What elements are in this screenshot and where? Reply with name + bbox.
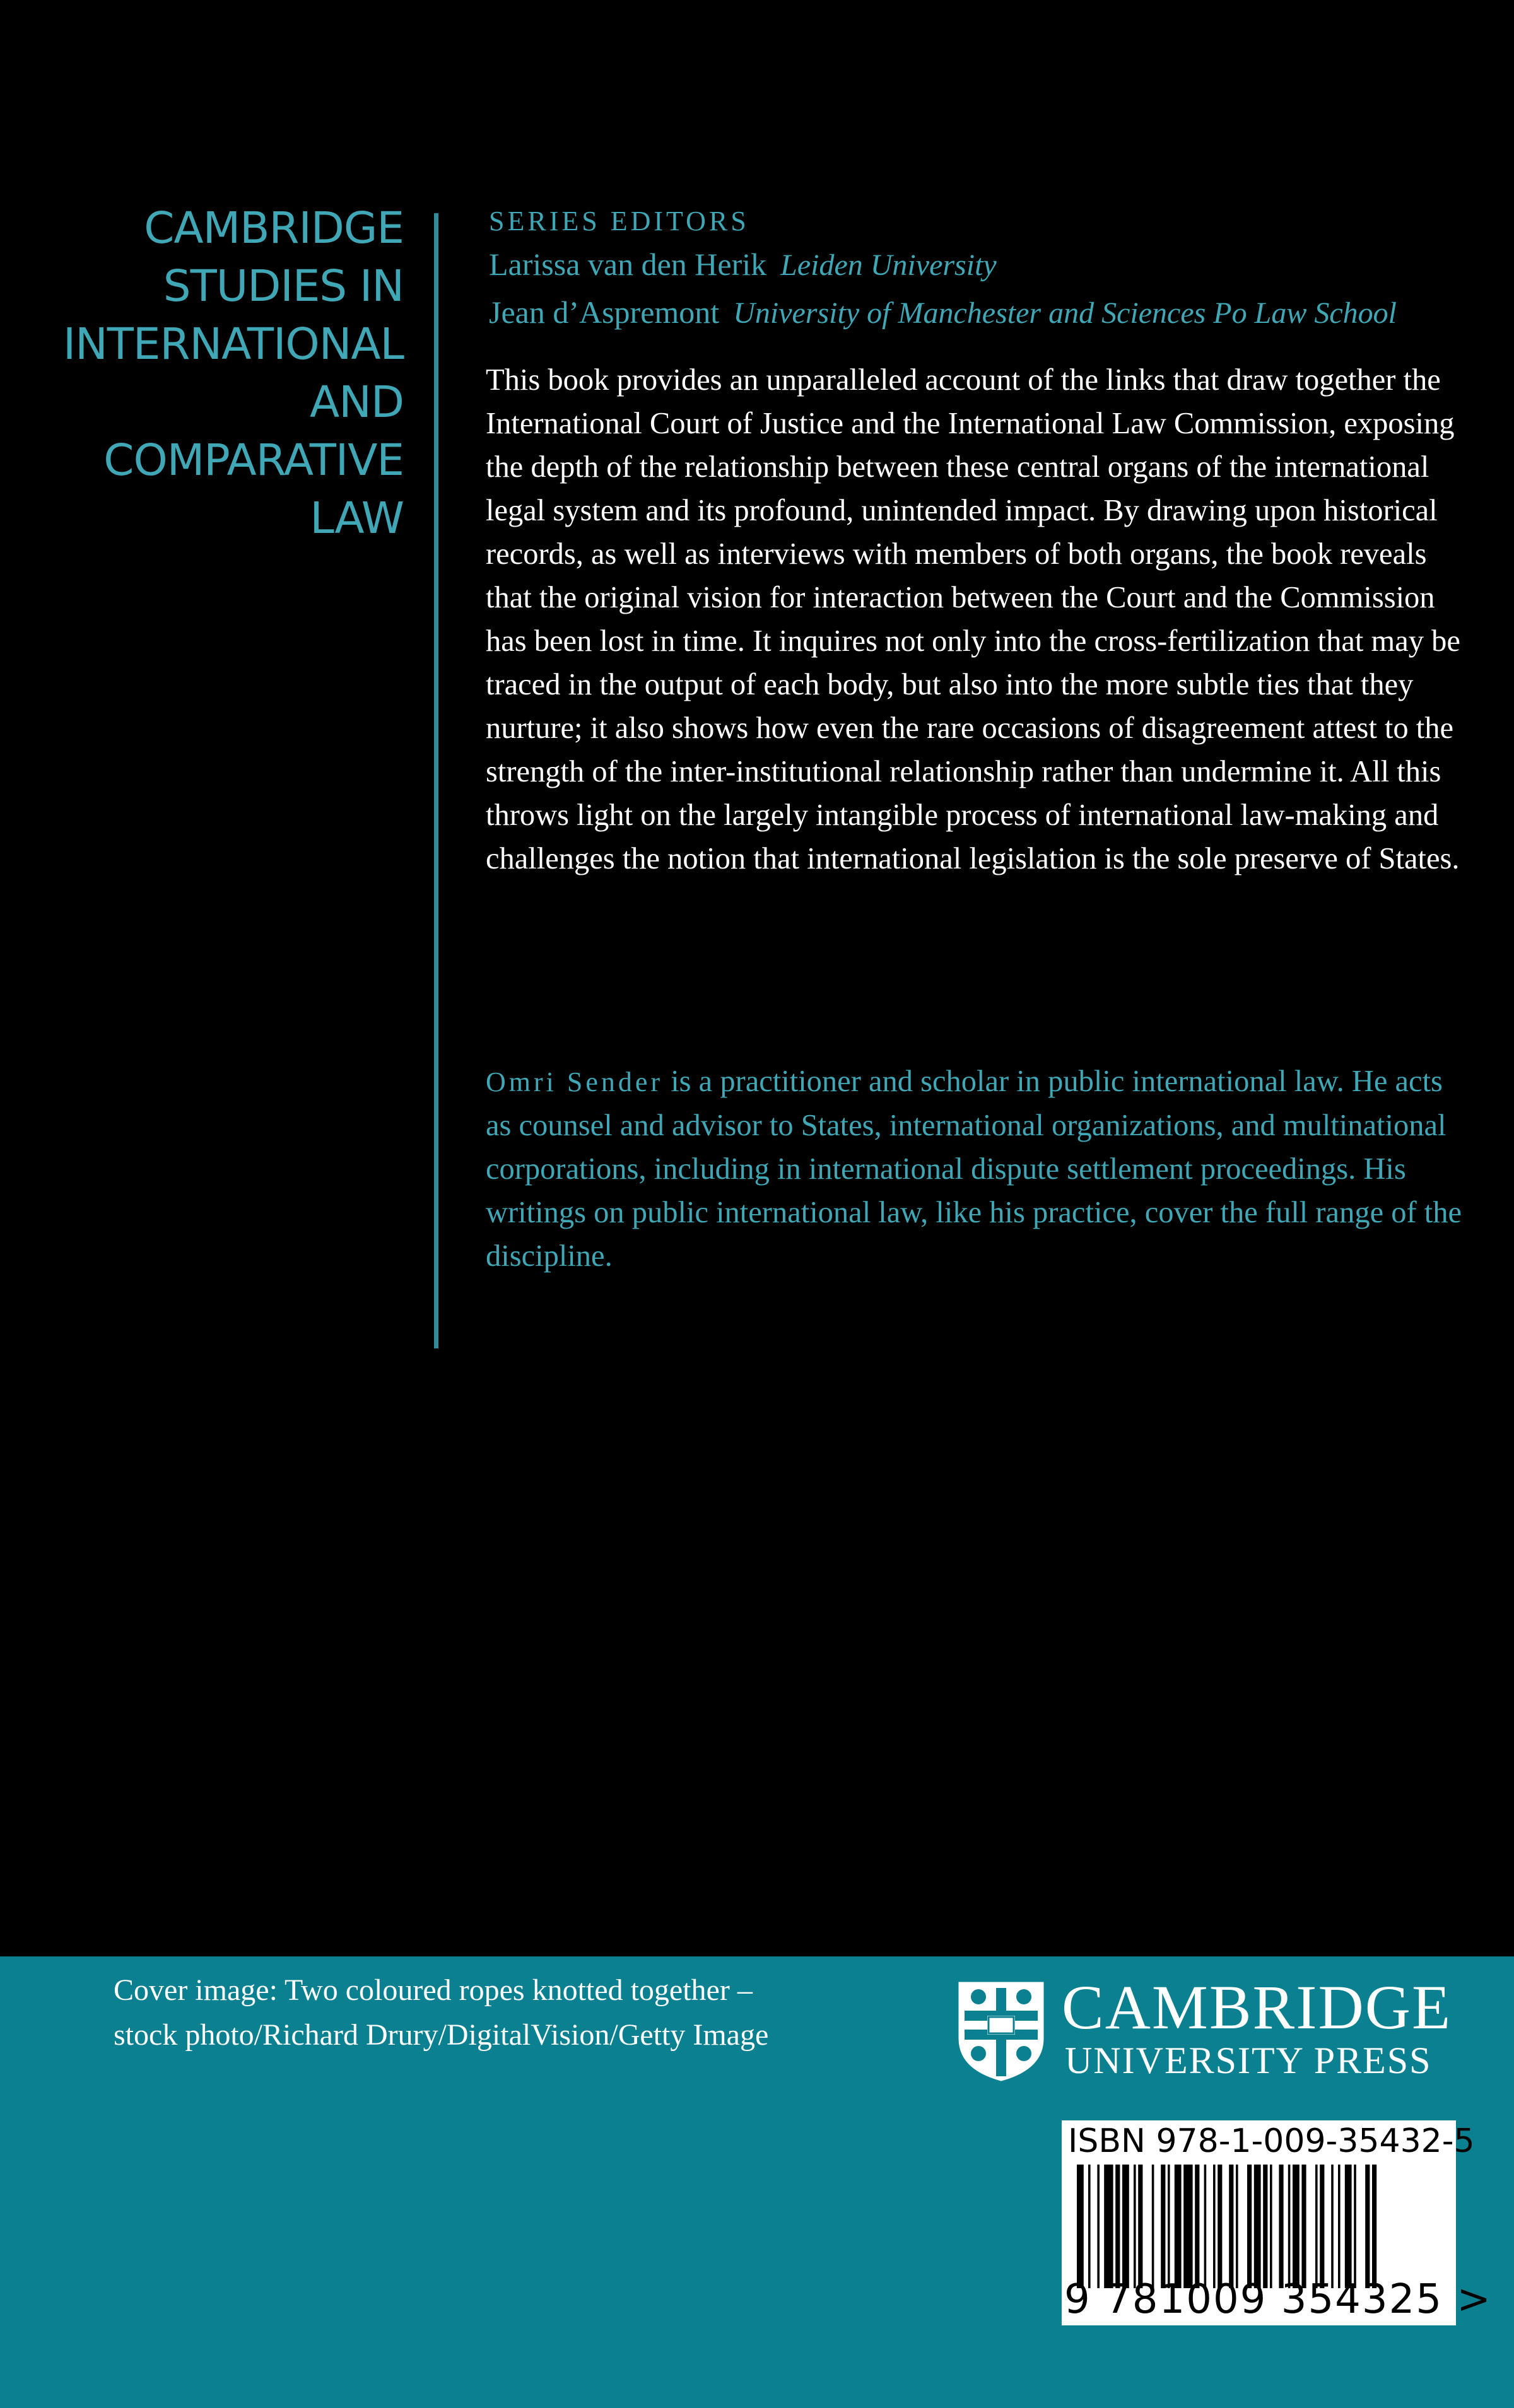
barcode-digits: 9 781009 354325 > [1064,2276,1492,2323]
barcode-bar [1097,2165,1100,2288]
barcode-bar [1293,2165,1300,2288]
barcode-bar [1229,2165,1233,2288]
barcode-bar [1372,2165,1376,2288]
cambridge-shield-icon [957,1980,1045,2083]
barcode-bar [1204,2165,1207,2288]
barcode-bar [1218,2165,1222,2288]
series-title-line: AND [310,377,404,428]
series-title-line: STUDIES IN [163,261,404,312]
editor-affiliation: Leiden University [780,248,997,282]
barcode-bar [1161,2165,1165,2288]
barcode-bar [1175,2165,1182,2288]
barcode-bar [1168,2165,1170,2288]
barcode-bar [1077,2165,1084,2288]
author-bio-text: is a practitioner and scholar in public international law. He acts as counsel and advisor to States, international organizations, and multinational corporations, including in international dispute settlement proceedings. His writings on public international law, like his practice, cover the full range of the discipline. [486,1065,1462,1273]
series-title-line: INTERNATIONAL [62,319,404,370]
barcode-bar [1088,2165,1091,2288]
isbn-label: ISBN 978-1-009-35432-5 [1068,2122,1475,2160]
barcode-bar [1254,2165,1261,2288]
series-title [38,199,404,547]
barcode-bar [1354,2165,1356,2288]
publisher-subname: UNIVERSITY PRESS [1065,2040,1432,2081]
barcode-bar [1320,2165,1324,2288]
editor-name: Larissa van den Herik [489,247,767,282]
barcode-bar [1122,2165,1129,2288]
barcode-bar [1331,2165,1334,2288]
credit-line: stock photo/Richard Drury/DigitalVision/Getty Image [114,2018,769,2052]
series-editor [489,241,1473,289]
barcode-bar [1236,2165,1238,2288]
barcode-bar [1115,2165,1120,2288]
barcode-bar [1315,2165,1318,2288]
barcode-bar [1213,2165,1216,2288]
book-blurb: This book provides an unparalleled account of the links that draw together the International Court of Justice and the International Law Commission, exposing the depth of the relationship between these central organs of the international legal system and its profound, unintended impact. By drawing upon historical records, as well as interviews with members of both organs, the book reveals that the original vision for interaction between the Court and the Commission has been lost in time. It inquires not only into the cross-fertilization that may be traced in the output of each body, but also into the more subtle ties that they nurture; it also shows how even the rare occasions of disagreement attest to the strength of the inter-institutional relationship rather than undermine it. All this throws light on the largely intangible process of international law-making and challenges the notion that international legislation is the sole preserve of States. [486,363,1460,875]
divider-line [434,213,438,1348]
barcode-bar [1345,2165,1352,2288]
barcode-bar [1183,2165,1192,2288]
series-editor [489,289,1473,337]
series-title-line: COMPARATIVE [103,435,404,486]
barcode-bar [1104,2165,1113,2288]
barcode-bar [1270,2165,1272,2288]
barcode-bar [1301,2165,1306,2288]
barcode-bar [1263,2165,1267,2288]
barcode-bar [1138,2165,1142,2288]
series-title-line: CAMBRIDGE [144,203,404,254]
cover-image-credit [114,1968,871,2057]
author-bio [486,1060,1470,1278]
barcode-bar [1152,2165,1154,2288]
author-name: Omri Sender [486,1067,664,1097]
barcode-bars [1073,2165,1445,2288]
publisher-name: CAMBRIDGE [1062,1972,1452,2042]
series-title-line: LAW [310,493,404,544]
series-editors-label: SERIES EDITORS [489,206,749,237]
barcode-bar [1279,2165,1283,2288]
barcode-bar [1338,2165,1341,2288]
barcode-bar [1195,2165,1199,2288]
barcode-bar [1247,2165,1252,2288]
barcode-bar [1365,2165,1370,2288]
editor-name: Jean d’Aspremont [489,295,720,330]
barcode [1062,2120,1492,2325]
credit-line: Cover image: Two coloured ropes knotted together – [114,1973,753,2007]
editor-affiliation: University of Manchester and Sciences Po Law School [733,296,1397,330]
barcode-bar [1134,2165,1136,2288]
barcode-bar [1288,2165,1291,2288]
series-editors [489,202,1473,337]
